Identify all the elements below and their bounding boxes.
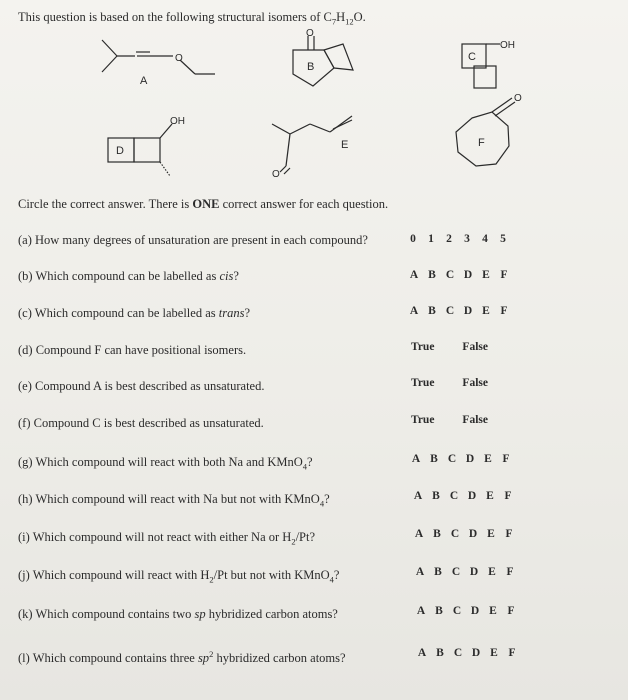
option-l-f[interactable]: F xyxy=(508,647,516,659)
option-e-false[interactable]: False xyxy=(462,377,488,389)
label-a: A xyxy=(140,75,148,87)
option-e-true[interactable]: True xyxy=(411,377,435,389)
option-j-d[interactable]: D xyxy=(469,566,479,578)
option-a-0[interactable]: 0 xyxy=(410,233,416,245)
option-c-a[interactable]: A xyxy=(409,305,419,317)
option-b-d[interactable]: D xyxy=(463,269,473,281)
label-f: F xyxy=(478,137,485,149)
option-c-d[interactable]: D xyxy=(463,305,473,317)
option-c-c[interactable]: C xyxy=(445,305,455,317)
option-a-1[interactable]: 1 xyxy=(428,233,434,245)
label-b: B xyxy=(307,61,315,73)
atom-o-f: O xyxy=(514,93,522,104)
option-j-f[interactable]: F xyxy=(506,566,514,578)
option-g-f[interactable]: F xyxy=(502,453,510,465)
options-c xyxy=(405,305,513,317)
option-i-c[interactable]: C xyxy=(450,528,460,540)
options-d xyxy=(411,341,488,353)
options-h xyxy=(409,490,517,502)
option-a-2[interactable]: 2 xyxy=(446,233,452,245)
atom-oh-d: OH xyxy=(170,116,185,127)
option-b-b[interactable]: B xyxy=(428,269,436,281)
option-c-e[interactable]: E xyxy=(482,305,490,317)
question-c: (c) Which compound can be labelled as trans? xyxy=(18,306,250,320)
instructions: Circle the correct answer. There is ONE correct answer for each question. xyxy=(18,197,389,211)
option-b-e[interactable]: E xyxy=(482,269,490,281)
option-h-f[interactable]: F xyxy=(504,490,512,502)
option-l-d[interactable]: D xyxy=(471,647,481,659)
option-h-d[interactable]: D xyxy=(467,490,477,502)
options-l xyxy=(413,647,521,659)
question-l: (l) Which compound contains three $sp^2$ hybridized carbon atoms? xyxy=(18,649,346,666)
atom-o-a: O xyxy=(175,53,183,64)
structures-figure xyxy=(0,28,628,203)
compound-a xyxy=(102,40,215,74)
option-i-d[interactable]: D xyxy=(468,528,478,540)
option-g-c[interactable]: C xyxy=(447,453,457,465)
option-i-f[interactable]: F xyxy=(505,528,513,540)
option-j-a[interactable]: A xyxy=(415,566,425,578)
atom-o-b: O xyxy=(306,28,314,39)
question-i: (i) Which compound will not react with either Na or $H_2/Pt$? xyxy=(18,530,316,547)
compound-f xyxy=(456,98,515,166)
atom-oh-c: OH xyxy=(500,40,515,51)
option-l-b[interactable]: B xyxy=(436,647,444,659)
option-k-b[interactable]: B xyxy=(435,605,443,617)
option-h-b[interactable]: B xyxy=(432,490,440,502)
question-e: (e) Compound A is best described as unsaturated. xyxy=(18,379,265,393)
option-a-3[interactable]: 3 xyxy=(464,233,470,245)
question-b: (b) Which compound can be labelled as cis? xyxy=(18,269,239,283)
option-a-4[interactable]: 4 xyxy=(482,233,488,245)
option-j-b[interactable]: B xyxy=(434,566,442,578)
option-b-f[interactable]: F xyxy=(500,269,508,281)
question-k: (k) Which compound contains two sp hybridized carbon atoms? xyxy=(18,607,338,621)
option-d-false[interactable]: False xyxy=(462,341,488,353)
question-a: (a) How many degrees of unsaturation are present in each compound? xyxy=(18,233,368,247)
option-c-b[interactable]: B xyxy=(428,305,436,317)
options-a xyxy=(404,233,512,245)
option-c-f[interactable]: F xyxy=(500,305,508,317)
options-b xyxy=(405,269,513,281)
option-i-b[interactable]: B xyxy=(433,528,441,540)
question-f: (f) Compound C is best described as unsaturated. xyxy=(18,416,264,430)
option-h-c[interactable]: C xyxy=(449,490,459,502)
option-a-5[interactable]: 5 xyxy=(500,233,506,245)
option-h-e[interactable]: E xyxy=(486,490,494,502)
compound-e xyxy=(272,116,352,174)
option-i-e[interactable]: E xyxy=(487,528,495,540)
option-k-c[interactable]: C xyxy=(452,605,462,617)
option-k-d[interactable]: D xyxy=(470,605,480,617)
option-b-a[interactable]: A xyxy=(409,269,419,281)
option-i-a[interactable]: A xyxy=(414,528,424,540)
options-e xyxy=(411,377,488,389)
option-b-c[interactable]: C xyxy=(445,269,455,281)
question-g: (g) Which compound will react with both Na and KMnO$_4$? xyxy=(18,455,313,472)
options-g xyxy=(407,453,515,465)
option-f-false[interactable]: False xyxy=(462,414,488,426)
label-d: D xyxy=(116,145,124,157)
compound-b xyxy=(293,36,353,86)
option-j-e[interactable]: E xyxy=(488,566,496,578)
options-k xyxy=(412,605,520,617)
question-h: (h) Which compound will react with Na but not with KMnO$_4$? xyxy=(18,492,330,509)
option-k-f[interactable]: F xyxy=(507,605,515,617)
option-j-c[interactable]: C xyxy=(451,566,461,578)
options-i xyxy=(410,528,518,540)
option-g-b[interactable]: B xyxy=(430,453,438,465)
label-c: C xyxy=(468,51,476,63)
option-k-e[interactable]: E xyxy=(489,605,497,617)
options-j xyxy=(411,566,519,578)
option-f-true[interactable]: True xyxy=(411,414,435,426)
option-l-c[interactable]: C xyxy=(453,647,463,659)
atom-o-e: O xyxy=(272,169,280,180)
option-l-e[interactable]: E xyxy=(490,647,498,659)
option-g-a[interactable]: A xyxy=(411,453,421,465)
option-h-a[interactable]: A xyxy=(413,490,423,502)
option-g-e[interactable]: E xyxy=(484,453,492,465)
option-l-a[interactable]: A xyxy=(417,647,427,659)
option-k-a[interactable]: A xyxy=(416,605,426,617)
intro-text: This question is based on the following structural isomers of $C_7H_{12}O$. xyxy=(18,10,366,27)
options-f xyxy=(411,414,488,426)
label-e: E xyxy=(341,139,349,151)
question-j: (j) Which compound will react with $H_2/Pt$ but not with KMnO$_4$? xyxy=(18,568,340,585)
option-g-d[interactable]: D xyxy=(465,453,475,465)
question-d: (d) Compound F can have positional isomers. xyxy=(18,343,247,357)
option-d-true[interactable]: True xyxy=(411,341,435,353)
